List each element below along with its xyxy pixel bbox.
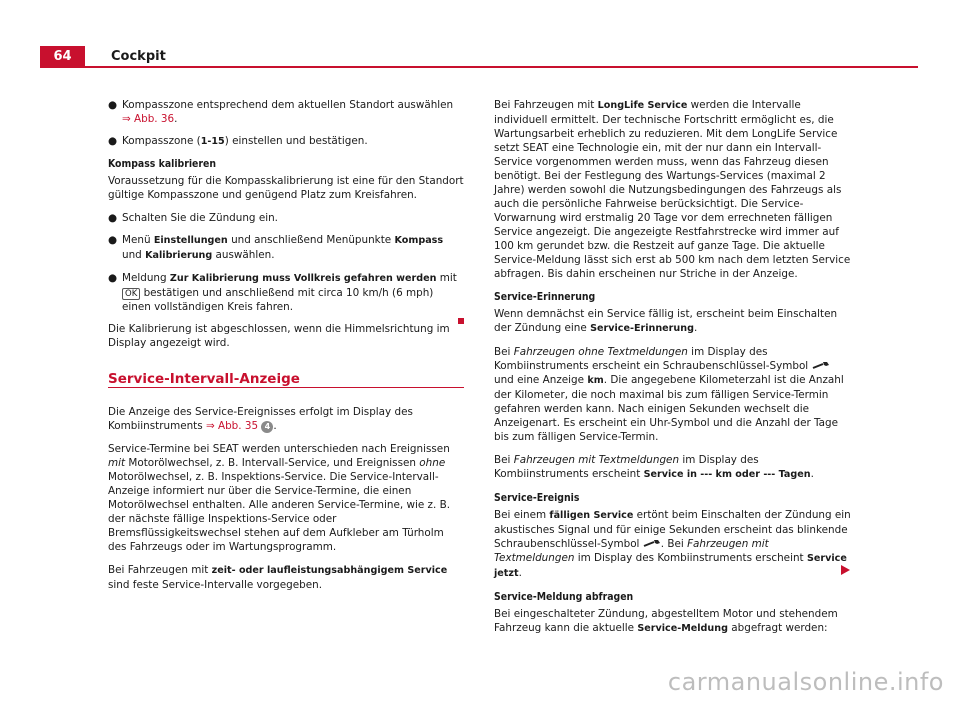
paragraph: Die Anzeige des Service-Ereignisses erfolgt im Display des Kombiinstruments ⇒ Abb. 35 4 . xyxy=(108,406,413,432)
list-item: ● Meldung Zur Kalibrierung muss Vollkreis gefahren werden mit OK bestätigen und anschließend mit circa 10 km/h (6 mph) einen vollständigen Kreis fahren. xyxy=(108,272,457,313)
section-rule xyxy=(108,387,464,388)
list-item: ● Kompasszone (1-15) einstellen und bestätigen. xyxy=(108,135,368,147)
subheading: Service-Ereignis xyxy=(494,492,580,504)
bullet-icon: ● xyxy=(108,99,118,111)
paragraph: Wenn demnächst ein Service fällig ist, erscheint beim Einschalten der Zündung eine Service-Erinnerung. xyxy=(494,308,838,334)
callout-number: 4 xyxy=(261,421,273,433)
paragraph: Bei Fahrzeugen ohne Textmeldungen im Display des Kombiinstruments erscheint ein Schraubenschlüssel-Symbol und eine Anzeige km. Die angegebene Kilometerzahl ist die Anzahl der Kilometer, die noch maximal bis zum fälligen Service-Termin gefahren werden kann. Nach einigen Sekunden wechselt die Anzeigenart. Es erscheint ein Uhr-Symbol und die Anzahl der Tage bis zum fälligen Service-Termin. xyxy=(494,346,844,443)
figure-link[interactable]: ⇒ Abb. 36 xyxy=(122,113,175,125)
page-header-title: Cockpit xyxy=(111,49,166,64)
figure-link[interactable]: ⇒ Abb. 35 xyxy=(205,420,259,432)
bullet-icon: ● xyxy=(108,212,118,224)
subheading: Service-Erinnerung xyxy=(494,291,596,303)
paragraph: Bei Fahrzeugen mit LongLife Service werden die Intervalle individuell ermittelt. Der technische Fortschritt ermöglicht es, die Wartungsarbeit erheblich zu reduzieren. Mit dem LongLife Service setzt SEAT eine Technologie ein, mit der nur dann ein Intervall-Service vorgenommen werden muss, wenn das Fahrzeug diesen benötigt. Bei der Festlegung des Wartungs-Services (maximal 2 Jahre) werden sowohl die Nutzungsbedingungen des Fahrzeugs als auch die persönliche Fahrweise berücksichtigt. Die Service-Vorwarnung wird erstmalig 20 Tage vor dem errechneten fälligen Service angezeigt. Die angezeigte Restfahrstrecke wird immer auf 100 km gerundet bzw. die Restzeit auf ganze Tage. Die aktuelle Service-Meldung lässt sich erst ab 500 km nach dem letzten Service abfragen. Bis dahin erscheinen nur Striche in der Anzeige. xyxy=(494,99,851,280)
section-title: Service-Intervall-Anzeige xyxy=(108,371,300,387)
bullet-icon: ● xyxy=(108,272,118,284)
wrench-icon xyxy=(643,539,661,548)
subheading: Kompass kalibrieren xyxy=(108,158,216,170)
paragraph: Die Kalibrierung ist abgeschlossen, wenn die Himmelsrichtung im Display angezeigt wird. xyxy=(108,323,450,349)
left-column xyxy=(108,98,464,359)
list-item: ● Kompasszone entsprechend dem aktuellen Standort auswählen ⇒ Abb. 36. xyxy=(108,99,454,125)
paragraph: Voraussetzung für die Kompasskalibrierung ist eine für den Standort gültige Kompasszone und genügend Platz zum Kreisfahren. xyxy=(108,175,464,201)
left-column-lower xyxy=(108,405,464,601)
paragraph: Bei Fahrzeugen mit zeit- oder laufleistungsabhängigem Service sind feste Service-Intervalle vorgegeben. xyxy=(108,564,448,591)
paragraph: Service-Termine bei SEAT werden unterschieden nach Ereignissen mit Motorölwechsel, z. B. Intervall-Service, und Ereignissen ohne Motorölwechsel, z. B. Inspektions-Service. Die Service-Intervall-Anzeige informiert nur über die Service-Termine, die einen Motorölwechsel enthalten. Alle anderen Service-Termine, wie z. B. der nächste fällige Inspektions-Service oder Bremsflüssigkeitswechsel stehen auf dem Aufkleber am Türholm des Fahrzeugs oder im Wartungsprogramm. xyxy=(108,443,451,553)
ok-key-icon: OK xyxy=(122,288,140,300)
list-item: ● Schalten Sie die Zündung ein. xyxy=(108,212,278,224)
header-rule xyxy=(40,66,918,68)
wrench-icon xyxy=(812,361,830,370)
paragraph: Bei Fahrzeugen mit Textmeldungen im Display des Kombiinstruments erscheint Service in --- km oder --- Tagen. xyxy=(494,454,814,480)
watermark: carmanualsonline.info xyxy=(667,668,944,696)
bullet-icon: ● xyxy=(108,234,118,246)
paragraph: Bei eingeschalteter Zündung, abgestelltem Motor und stehendem Fahrzeug kann die aktuelle Service-Meldung abgefragt werden: xyxy=(494,608,838,634)
right-column xyxy=(494,98,852,645)
continue-arrow-icon xyxy=(841,565,850,575)
subheading: Service-Meldung abfragen xyxy=(494,591,634,603)
list-item: ● Menü Einstellungen und anschließend Menüpunkte Kompass und Kalibrierung auswählen. xyxy=(108,234,444,261)
bullet-icon: ● xyxy=(108,135,118,147)
paragraph: Bei einem fälligen Service ertönt beim Einschalten der Zündung ein akustisches Signal und für einige Sekunden erscheint das blinkende Schraubenschlüssel-Symbol . Bei Fahrzeugen mit Textmeldungen im Display des Kombiinstruments erscheint Service jetzt. xyxy=(494,509,851,579)
page-number: 64 xyxy=(40,46,85,68)
section-end-marker xyxy=(458,318,464,324)
